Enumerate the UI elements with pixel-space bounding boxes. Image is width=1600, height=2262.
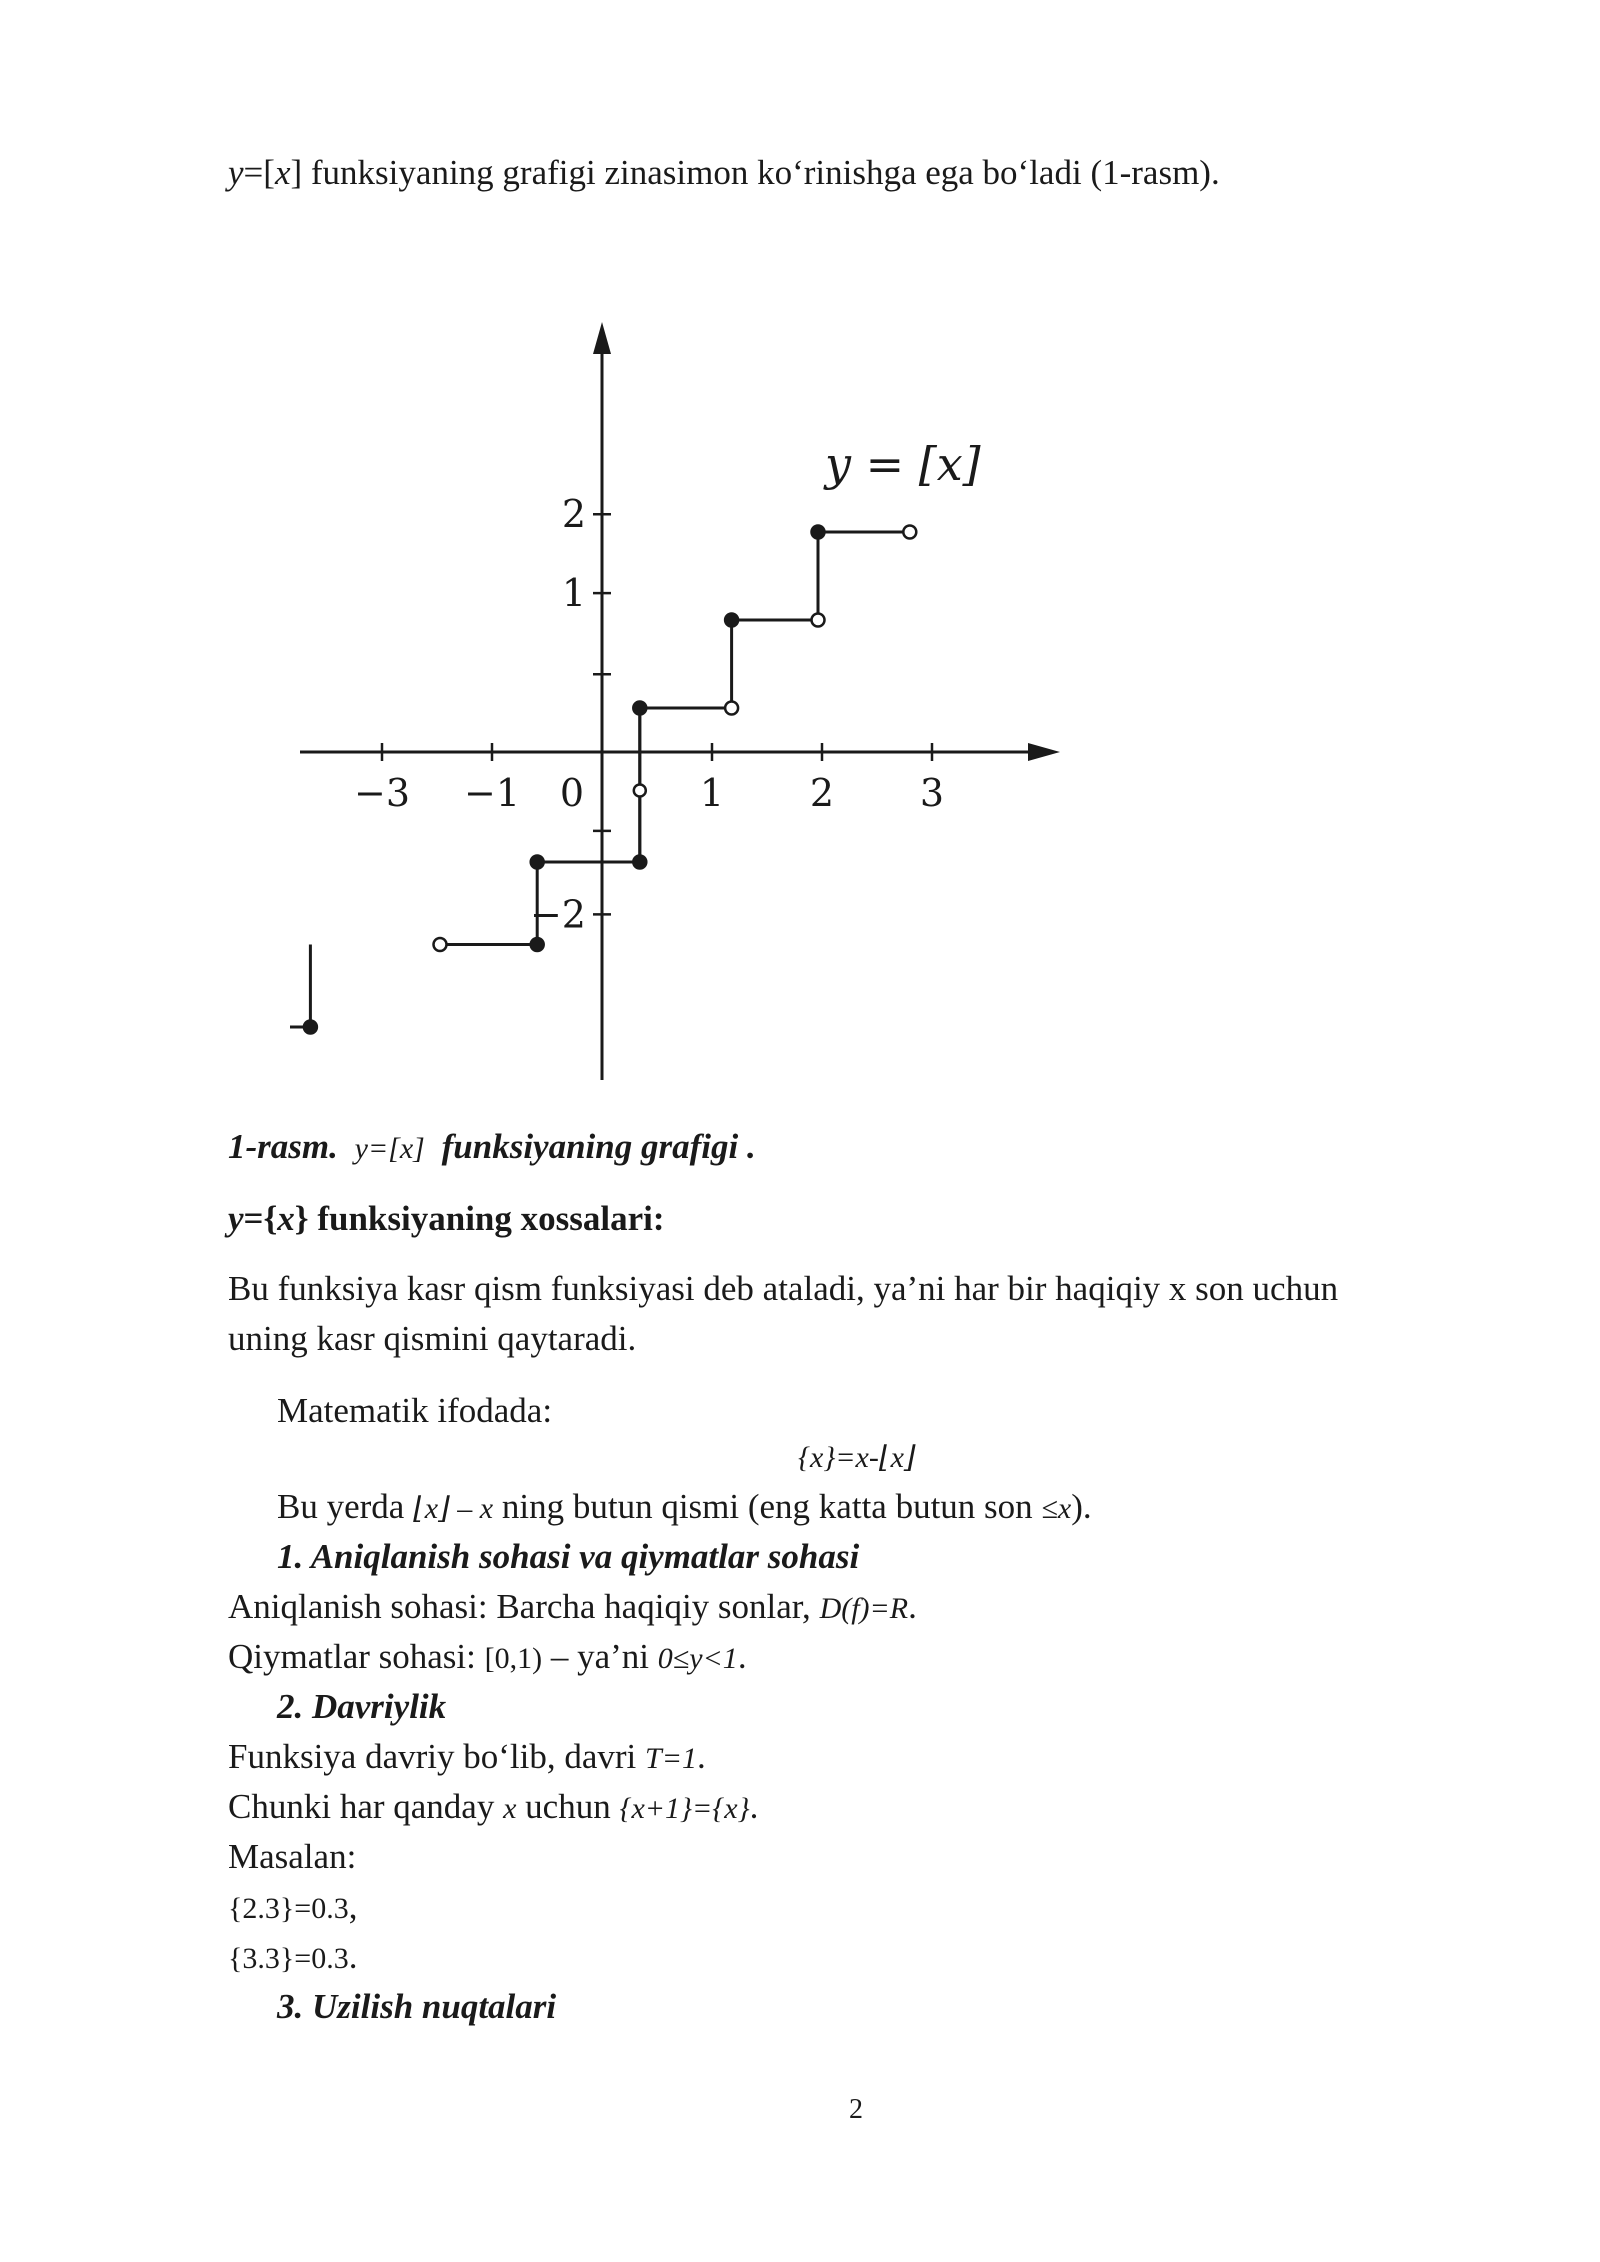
range-mid: – ya’ni xyxy=(550,1637,650,1676)
open-point xyxy=(812,614,825,627)
bu-yerda-end: ). xyxy=(1071,1487,1092,1526)
x-tick-label: 0 xyxy=(559,771,585,815)
y-tick-label: −2 xyxy=(529,892,586,937)
range-formula: [0,1) xyxy=(484,1642,543,1675)
y-tick-label: 1 xyxy=(561,571,586,616)
chunki-mid: uchun xyxy=(525,1787,611,1826)
section2-title: 2. Davriylik xyxy=(277,1687,447,1726)
para1-line2: uning kasr qismini qaytaradi. xyxy=(228,1319,637,1358)
heading-y: y xyxy=(228,1199,244,1238)
chunki-line xyxy=(228,1786,758,1828)
example1 xyxy=(228,1886,357,1928)
period-formula: T=1 xyxy=(645,1742,697,1775)
bu-yerda-f1: ⌊x⌋ – x xyxy=(413,1492,494,1525)
example1-end: , xyxy=(348,1887,358,1926)
range-end: . xyxy=(737,1637,747,1676)
domain-line xyxy=(228,1586,917,1628)
x-tick-label: 1 xyxy=(699,771,725,815)
chunki-pre: Chunki har qanday xyxy=(228,1787,495,1826)
heading-eq: ={ xyxy=(243,1199,278,1238)
caption-label: 1-rasm. xyxy=(228,1127,338,1166)
para1-line1: Bu funksiya kasr qism funksiyasi deb ataladi, ya’ni har bir haqiqiy x son uchun xyxy=(228,1269,1339,1308)
closed-point xyxy=(531,938,544,951)
period-line xyxy=(228,1736,706,1778)
open-point xyxy=(434,938,447,951)
figure-caption xyxy=(228,1126,756,1168)
x-tick-label: −3 xyxy=(353,771,411,815)
axes xyxy=(300,322,1060,1080)
open-point xyxy=(725,702,738,715)
range-formula2: 0≤y<1 xyxy=(657,1642,738,1675)
bu-yerda-f2: ≤x xyxy=(1041,1492,1072,1525)
masalan-label: Masalan: xyxy=(228,1837,357,1876)
math-label: Matematik ifodada: xyxy=(277,1391,553,1430)
section3-title: 3. Uzilish nuqtalari xyxy=(277,1987,557,2026)
domain-end: . xyxy=(908,1587,917,1626)
open-point xyxy=(634,785,646,797)
bu-yerda-pre: Bu yerda xyxy=(277,1487,405,1526)
x-tick-label: −1 xyxy=(463,771,521,815)
chunki-end: . xyxy=(749,1787,759,1826)
section1-title: 1. Aniqlanish sohasi va qiymatlar sohasi xyxy=(277,1537,860,1576)
open-point xyxy=(903,526,916,539)
example2 xyxy=(228,1936,357,1978)
properties-heading xyxy=(228,1198,665,1240)
bu-yerda-mid: ning butun qismi (eng katta butun son xyxy=(501,1487,1033,1526)
caption-text: funksiyaning grafigi . xyxy=(441,1127,756,1166)
intro-rest: ] funksiyaning grafigi zinasimon ko‘rinishga ega bo‘ladi (1-rasm). xyxy=(290,153,1220,192)
range-pre: Qiymatlar sohasi: xyxy=(228,1637,476,1676)
domain-formula: D(f)=R xyxy=(819,1592,909,1625)
chunki-formula: {x+1}={x} xyxy=(619,1792,750,1825)
y-tick-label: 2 xyxy=(561,492,586,537)
x-axis-arrow xyxy=(1028,743,1060,761)
page-number: 2 xyxy=(849,2094,863,2125)
heading-x: x xyxy=(277,1199,295,1238)
intro-line xyxy=(228,152,1220,194)
closed-point xyxy=(812,526,825,539)
intro-eq: =[ xyxy=(243,153,275,192)
closed-point xyxy=(725,614,738,627)
heading-rest: } funksiyaning xossalari: xyxy=(294,1199,665,1238)
closed-point xyxy=(304,1021,317,1034)
step-function-figure xyxy=(290,310,1070,1090)
bu-yerda-line xyxy=(277,1486,1092,1528)
x-tick-label: 3 xyxy=(919,771,945,815)
chart-title: y = [x] xyxy=(825,437,981,491)
chunki-x: x xyxy=(503,1792,517,1825)
example1-formula: {2.3}=0.3 xyxy=(228,1892,349,1925)
y-axis-arrow xyxy=(593,322,611,354)
period-pre: Funksiya davriy bo‘lib, davri xyxy=(228,1737,637,1776)
intro-x: x xyxy=(274,153,291,192)
range-line xyxy=(228,1636,747,1678)
example2-end: . xyxy=(348,1937,358,1976)
period-end: . xyxy=(696,1737,706,1776)
math-formula: {x}=x-⌊x⌋ xyxy=(798,1441,916,1474)
ticks xyxy=(354,492,944,936)
domain-pre: Aniqlanish sohasi: Barcha haqiqiy sonlar, xyxy=(228,1587,811,1626)
closed-point xyxy=(531,856,544,869)
caption-formula: y=[x] xyxy=(354,1132,425,1165)
x-tick-label: 2 xyxy=(809,771,835,815)
intro-y: y xyxy=(228,153,244,192)
example2-formula: {3.3}=0.3 xyxy=(228,1942,349,1975)
